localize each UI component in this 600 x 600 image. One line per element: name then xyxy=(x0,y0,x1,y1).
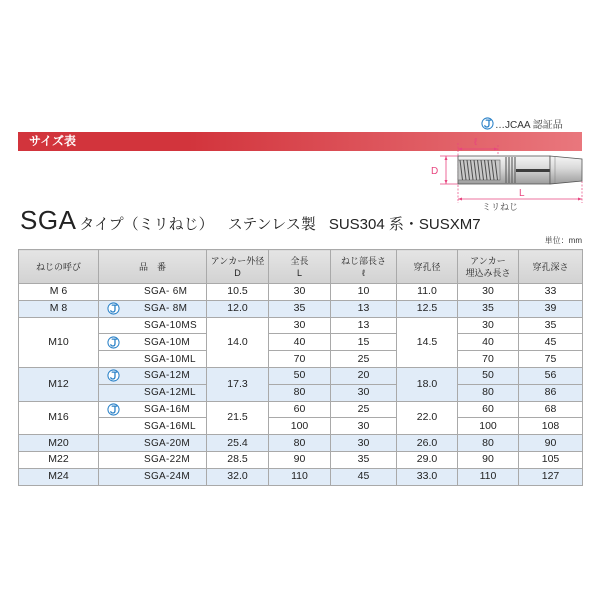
part-number-cell xyxy=(99,451,207,468)
thread-length-value: 25 xyxy=(357,402,370,415)
embed-depth-cell xyxy=(458,284,519,301)
thread-length-value: 30 xyxy=(357,436,370,449)
jcaa-icon-slot xyxy=(99,452,127,467)
drill-depth-cell xyxy=(519,351,583,368)
thread-size-cell xyxy=(19,367,99,401)
thread-size-cell xyxy=(19,284,99,301)
header-embed-depth xyxy=(458,250,519,284)
jcaa-icon-slot xyxy=(99,284,127,299)
jcaa-certified-icon xyxy=(107,369,120,382)
header-anchor-diameter xyxy=(207,250,269,284)
total-length-value: 40 xyxy=(293,335,306,348)
part-number: SGA-22M xyxy=(144,454,191,466)
drill-depth-cell xyxy=(519,284,583,301)
drill-depth-value: 127 xyxy=(541,470,560,483)
material: ステンレス製 xyxy=(227,216,316,233)
table-row xyxy=(19,435,583,452)
drill-depth-value: 35 xyxy=(544,318,557,331)
drill-depth-value: 45 xyxy=(544,335,557,348)
thread-size-value: M24 xyxy=(48,470,69,483)
part-number-cell xyxy=(99,435,207,452)
table-row xyxy=(19,284,583,301)
table-row xyxy=(19,401,583,418)
anchor-diameter-value: 25.4 xyxy=(227,436,248,449)
jcaa-icon-slot xyxy=(99,402,127,417)
total-length-value: 100 xyxy=(290,419,309,432)
embed-depth-cell xyxy=(458,418,519,435)
drill-depth-cell xyxy=(519,468,583,485)
embed-depth-value: 100 xyxy=(479,419,497,432)
total-length-label: L xyxy=(519,188,525,199)
thread-length-value: 30 xyxy=(357,386,370,399)
drill-depth-value: 86 xyxy=(544,386,557,399)
header-symbol: ℓ xyxy=(362,267,365,278)
total-length-cell xyxy=(269,351,331,368)
anchor-body xyxy=(458,156,582,184)
total-length-value: 70 xyxy=(293,352,306,365)
table-row xyxy=(19,468,583,485)
table-row xyxy=(19,351,583,368)
header-total-length xyxy=(269,250,331,284)
embed-depth-value: 110 xyxy=(479,470,497,483)
table-row xyxy=(19,334,583,351)
header-label: ねじ部長さ xyxy=(340,255,386,266)
thread-length-value: 13 xyxy=(357,318,370,331)
part-number-cell xyxy=(99,300,207,317)
drill-diameter-value: 29.0 xyxy=(416,453,438,466)
thread-size-cell xyxy=(19,300,99,317)
diagram-caption: ミリねじ xyxy=(481,202,519,212)
thread-length-value: 35 xyxy=(357,453,370,466)
thread-length-value: 45 xyxy=(357,470,370,483)
total-length-cell xyxy=(269,418,331,435)
part-number-cell xyxy=(99,418,207,435)
total-length-value: 50 xyxy=(293,369,306,382)
thread-size-cell xyxy=(19,451,99,468)
drill-depth-cell xyxy=(519,317,583,334)
drill-diameter-value: 26.0 xyxy=(416,436,438,449)
part-number-wrap xyxy=(99,402,206,418)
header-label: 穿孔深さ xyxy=(532,261,569,272)
table-row xyxy=(19,367,583,384)
part-number-wrap xyxy=(99,435,206,451)
embed-depth-value: 70 xyxy=(482,352,494,365)
embed-depth-cell xyxy=(458,401,519,418)
drill-depth-value: 90 xyxy=(544,436,557,449)
thread-length-value: 30 xyxy=(357,419,370,432)
header-thread-size xyxy=(19,250,99,284)
header-drill-diameter xyxy=(397,250,458,284)
drill-depth-value: 39 xyxy=(544,302,557,315)
embed-depth-cell xyxy=(458,351,519,368)
part-number-wrap xyxy=(99,334,206,350)
thread-length-cell xyxy=(331,451,397,468)
thread-size-value: M 6 xyxy=(49,285,68,298)
header-part-number xyxy=(99,250,207,284)
table-row xyxy=(19,317,583,334)
header-label: アンカー xyxy=(470,255,506,266)
table-row xyxy=(19,451,583,468)
thread-size-value: M20 xyxy=(48,436,69,449)
part-number-cell xyxy=(99,468,207,485)
header-symbol: L xyxy=(296,267,302,278)
anchor-diameter-value: 21.5 xyxy=(227,411,248,424)
header-label: ねじの呼び xyxy=(35,261,81,272)
part-number: SGA-10M xyxy=(144,336,191,348)
thread-length-cell xyxy=(331,334,397,351)
anchor-diameter-cell xyxy=(207,468,269,485)
thread-length-value: 20 xyxy=(357,369,370,382)
drill-depth-value: 33 xyxy=(544,285,557,298)
total-length-cell xyxy=(269,384,331,401)
anchor-diameter-value: 28.5 xyxy=(227,453,248,466)
embed-depth-value: 30 xyxy=(482,285,494,298)
total-length-cell xyxy=(269,451,331,468)
thread-size-value: M 8 xyxy=(49,302,68,315)
total-length-cell xyxy=(269,334,331,351)
total-length-value: 35 xyxy=(293,302,306,315)
part-number: SGA-20M xyxy=(144,437,191,449)
thread-size-cell xyxy=(19,468,99,485)
part-number-wrap xyxy=(99,385,206,401)
anchor-diameter-cell xyxy=(207,284,269,301)
jcaa-icon-slot xyxy=(99,301,127,316)
part-number-wrap xyxy=(99,284,206,300)
thread-type: タイプ（ミリねじ） xyxy=(79,216,214,233)
part-number-cell xyxy=(99,367,207,384)
total-length-cell xyxy=(269,401,331,418)
jcaa-icon-slot xyxy=(99,318,127,333)
part-number: SGA- 6M xyxy=(144,286,188,298)
header-symbol: D xyxy=(234,267,241,278)
drill-diameter-value: 14.5 xyxy=(416,335,438,348)
part-number-wrap xyxy=(99,351,206,367)
drill-diameter-cell xyxy=(397,401,458,435)
embed-depth-value: 80 xyxy=(482,386,494,399)
drill-depth-value: 56 xyxy=(544,369,557,382)
unit-note: 単位：mm xyxy=(544,236,582,245)
section-title: サイズ表 xyxy=(29,134,77,148)
size-table xyxy=(18,249,583,486)
drill-depth-cell xyxy=(519,418,583,435)
drill-diameter-cell xyxy=(397,435,458,452)
drill-diameter-cell xyxy=(397,451,458,468)
embed-depth-cell xyxy=(458,384,519,401)
drill-depth-cell xyxy=(519,384,583,401)
steel-grade: SUS304 系・SUSXM7 xyxy=(328,216,481,233)
total-length-value: 90 xyxy=(293,453,306,466)
jcaa-legend xyxy=(481,116,563,130)
thread-length-cell xyxy=(331,300,397,317)
header-drill-depth xyxy=(519,250,583,284)
drill-depth-value: 105 xyxy=(541,453,560,466)
drill-diameter-value: 11.0 xyxy=(417,285,437,298)
drill-diameter-cell xyxy=(397,367,458,401)
drill-depth-cell xyxy=(519,367,583,384)
diameter-dimension xyxy=(445,156,448,184)
thread-size-cell xyxy=(19,435,99,452)
part-number-wrap xyxy=(99,368,206,384)
drill-diameter-cell xyxy=(397,284,458,301)
part-number: SGA-12M xyxy=(144,370,191,382)
jcaa-icon-slot xyxy=(99,352,127,367)
anchor-diameter-cell xyxy=(207,435,269,452)
thread-length-cell xyxy=(331,367,397,384)
part-number-cell xyxy=(99,284,207,301)
table-body xyxy=(19,284,583,486)
jcaa-icon-slot xyxy=(99,385,127,400)
part-number-cell xyxy=(99,334,207,351)
drill-diameter-value: 33.0 xyxy=(416,470,438,483)
total-length-value: 110 xyxy=(291,470,308,483)
diameter-label: D xyxy=(431,166,439,177)
total-length-value: 30 xyxy=(293,285,306,298)
drill-depth-cell xyxy=(519,451,583,468)
part-number: SGA-10MS xyxy=(144,319,197,331)
part-number-wrap xyxy=(99,301,206,317)
jcaa-icon-slot xyxy=(99,469,127,484)
total-length-cell xyxy=(269,300,331,317)
total-length-cell xyxy=(269,317,331,334)
embed-depth-value: 50 xyxy=(482,369,494,382)
header-label: 穿孔径 xyxy=(413,261,441,272)
anchor-dimension-diagram xyxy=(428,134,586,212)
thread-length-cell xyxy=(331,435,397,452)
thread-length-cell xyxy=(331,418,397,435)
anchor-diameter-cell xyxy=(207,300,269,317)
embed-depth-cell xyxy=(458,435,519,452)
thread-length-cell xyxy=(331,317,397,334)
thread-size-cell xyxy=(19,401,99,435)
drill-depth-value: 108 xyxy=(541,419,560,432)
total-length-cell xyxy=(269,435,331,452)
embed-depth-value: 30 xyxy=(482,318,494,331)
total-length-value: 80 xyxy=(293,436,306,449)
jcaa-icon-slot xyxy=(99,368,127,383)
thread-length-value: 15 xyxy=(357,335,370,348)
embed-depth-cell xyxy=(458,300,519,317)
anchor-diameter-cell xyxy=(207,317,269,367)
embed-depth-value: 60 xyxy=(482,402,494,415)
header-label: アンカー外径 xyxy=(210,255,265,266)
drill-depth-cell xyxy=(519,334,583,351)
drill-diameter-value: 22.0 xyxy=(416,411,438,424)
thread-length-cell xyxy=(331,384,397,401)
drill-diameter-cell xyxy=(397,317,458,367)
part-number-cell xyxy=(99,401,207,418)
thread-size-value: M10 xyxy=(48,335,69,348)
part-number-wrap xyxy=(99,452,206,468)
part-number: SGA- 8M xyxy=(144,303,188,315)
drill-diameter-value: 18.0 xyxy=(416,377,438,390)
part-number: SGA-16ML xyxy=(144,420,196,432)
embed-depth-value: 80 xyxy=(482,436,494,449)
thread-size-cell xyxy=(19,317,99,367)
total-length-value: 80 xyxy=(293,386,306,399)
embed-depth-cell xyxy=(458,317,519,334)
part-number-wrap xyxy=(99,418,206,434)
thread-length-value: 13 xyxy=(357,302,370,315)
total-length-cell xyxy=(269,284,331,301)
header-thread-length xyxy=(331,250,397,284)
thread-size-value: M16 xyxy=(48,411,69,424)
jcaa-icon-slot xyxy=(99,436,127,451)
anchor-diameter-value: 17.3 xyxy=(227,377,248,390)
drill-diameter-cell xyxy=(397,300,458,317)
table-row xyxy=(19,384,583,401)
drill-depth-cell xyxy=(519,401,583,418)
anchor-diameter-value: 14.0 xyxy=(227,335,248,348)
header-label-line2: 埋込み長さ xyxy=(465,267,511,278)
table-header-row xyxy=(19,250,583,284)
jcaa-certified-icon xyxy=(107,302,120,315)
anchor-diameter-value: 10.5 xyxy=(227,285,248,298)
thread-length-value: 25 xyxy=(357,352,370,365)
jcaa-icon-slot xyxy=(99,335,127,350)
header-label: 品 番 xyxy=(138,261,166,272)
thread-length-cell xyxy=(331,468,397,485)
embed-depth-cell xyxy=(458,451,519,468)
embed-depth-value: 35 xyxy=(482,302,494,315)
drill-diameter-value: 12.5 xyxy=(416,302,438,315)
part-number-wrap xyxy=(99,318,206,334)
anchor-diameter-cell xyxy=(207,451,269,468)
drill-depth-cell xyxy=(519,435,583,452)
thread-length-value: 10 xyxy=(357,285,370,298)
part-number: SGA-16M xyxy=(144,403,191,415)
thread-length-label: ℓ xyxy=(474,137,478,148)
anchor-diameter-value: 32.0 xyxy=(227,470,248,483)
product-title xyxy=(20,205,481,236)
jcaa-icon-slot xyxy=(99,419,127,434)
jcaa-certified-icon xyxy=(107,403,120,416)
thread-length-cell xyxy=(331,284,397,301)
part-number-wrap xyxy=(99,469,206,485)
total-length-cell xyxy=(269,367,331,384)
embed-depth-value: 90 xyxy=(482,453,494,466)
thread-length-cell xyxy=(331,401,397,418)
part-number-cell xyxy=(99,351,207,368)
table-row xyxy=(19,300,583,317)
part-number: SGA-10ML xyxy=(144,353,196,365)
table-row xyxy=(19,418,583,435)
drill-depth-value: 75 xyxy=(544,352,557,365)
thread-length-cell xyxy=(331,351,397,368)
drill-diameter-cell xyxy=(397,468,458,485)
thread-size-value: M12 xyxy=(48,377,69,390)
embed-depth-cell xyxy=(458,334,519,351)
part-number: SGA-12ML xyxy=(144,387,196,399)
jcaa-certified-icon xyxy=(107,336,120,349)
drill-depth-cell xyxy=(519,300,583,317)
thread-length-dimension xyxy=(458,148,498,151)
header-label: 全長 xyxy=(290,255,309,266)
jcaa-certified-icon xyxy=(481,117,494,130)
embed-depth-cell xyxy=(458,468,519,485)
part-number-cell xyxy=(99,384,207,401)
embed-depth-value: 40 xyxy=(482,335,494,348)
anchor-diameter-value: 12.0 xyxy=(227,302,248,315)
embed-depth-cell xyxy=(458,367,519,384)
model-name: SGA xyxy=(20,205,77,235)
anchor-diameter-cell xyxy=(207,401,269,435)
jcaa-legend-text: …JCAA 認証品 xyxy=(495,119,563,131)
total-length-value: 60 xyxy=(293,402,306,415)
total-length-cell xyxy=(269,468,331,485)
part-number-cell xyxy=(99,317,207,334)
part-number: SGA-24M xyxy=(144,471,191,483)
thread-size-value: M22 xyxy=(48,453,69,466)
anchor-diameter-cell xyxy=(207,367,269,401)
total-length-value: 30 xyxy=(293,318,306,331)
drill-depth-value: 68 xyxy=(544,402,557,415)
